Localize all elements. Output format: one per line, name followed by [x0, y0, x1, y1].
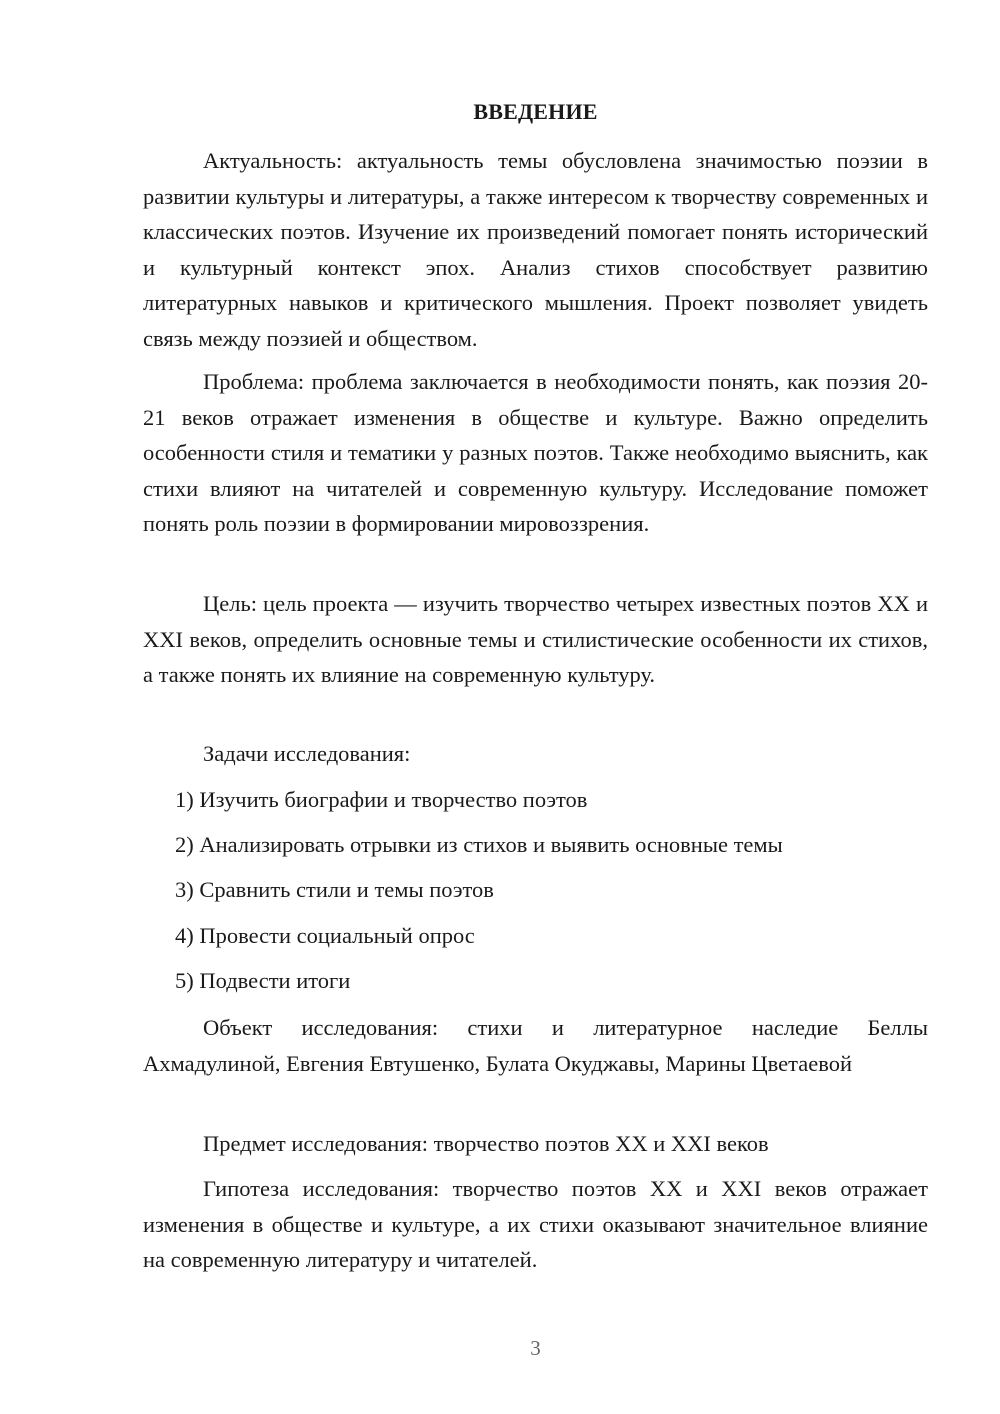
goal-paragraph: Цель: цель проекта — изучить творчество четырех известных поэтов XX и XXI веков, определить основные темы и стилистические особенности их стихов, а также понять их влияние на современную культуру. — [143, 591, 928, 687]
relevance-paragraph: Актуальность: актуальность темы обусловлена значимостью поэзии в развитии культуры и литературы, а также интересом к творчеству современных и классических поэтов. Изучение их произведений помогает понять исторический и культурный контекст эпох. Анализ стихов способствует развитию литературных навыков и критического мышления. Проект позволяет увидеть связь между поэзией и обществом. — [143, 148, 928, 351]
task-item: 1) Изучить биографии и творчество поэтов — [175, 787, 588, 812]
tasks-heading: Задачи исследования: — [203, 741, 411, 766]
task-item: 4) Провести социальный опрос — [175, 923, 475, 948]
task-item: 2) Анализировать отрывки из стихов и выявить основные темы — [175, 832, 783, 857]
problem-paragraph: Проблема: проблема заключается в необходимости понять, как поэзия 20-21 веков отражает изменения в обществе и культуре. Важно определить особенности стиля и тематики у разных поэтов. Также необходимо выяснить, как стихи влияют на читателей и современную культуру. Исследование поможет понять роль поэзии в формировании мировоззрения. — [143, 369, 928, 536]
task-item: 3) Сравнить стили и темы поэтов — [175, 877, 494, 902]
subject-paragraph: Предмет исследования: творчество поэтов XX и XXI веков — [203, 1131, 769, 1156]
page-title: ВВЕДЕНИЕ — [473, 99, 598, 124]
object-paragraph: Объект исследования: стихи и литературное наследие Беллы Ахмадулиной, Евгения Евтушенко, Булата Окуджавы, Марины Цветаевой — [143, 1015, 928, 1076]
task-item: 5) Подвести итоги — [175, 968, 351, 993]
page-number: 3 — [530, 1336, 541, 1360]
hypothesis-paragraph: Гипотеза исследования: творчество поэтов XX и XXI веков отражает изменения в обществе и культуре, а их стихи оказывают значительное влияние на современную литературу и читателей. — [143, 1176, 928, 1272]
